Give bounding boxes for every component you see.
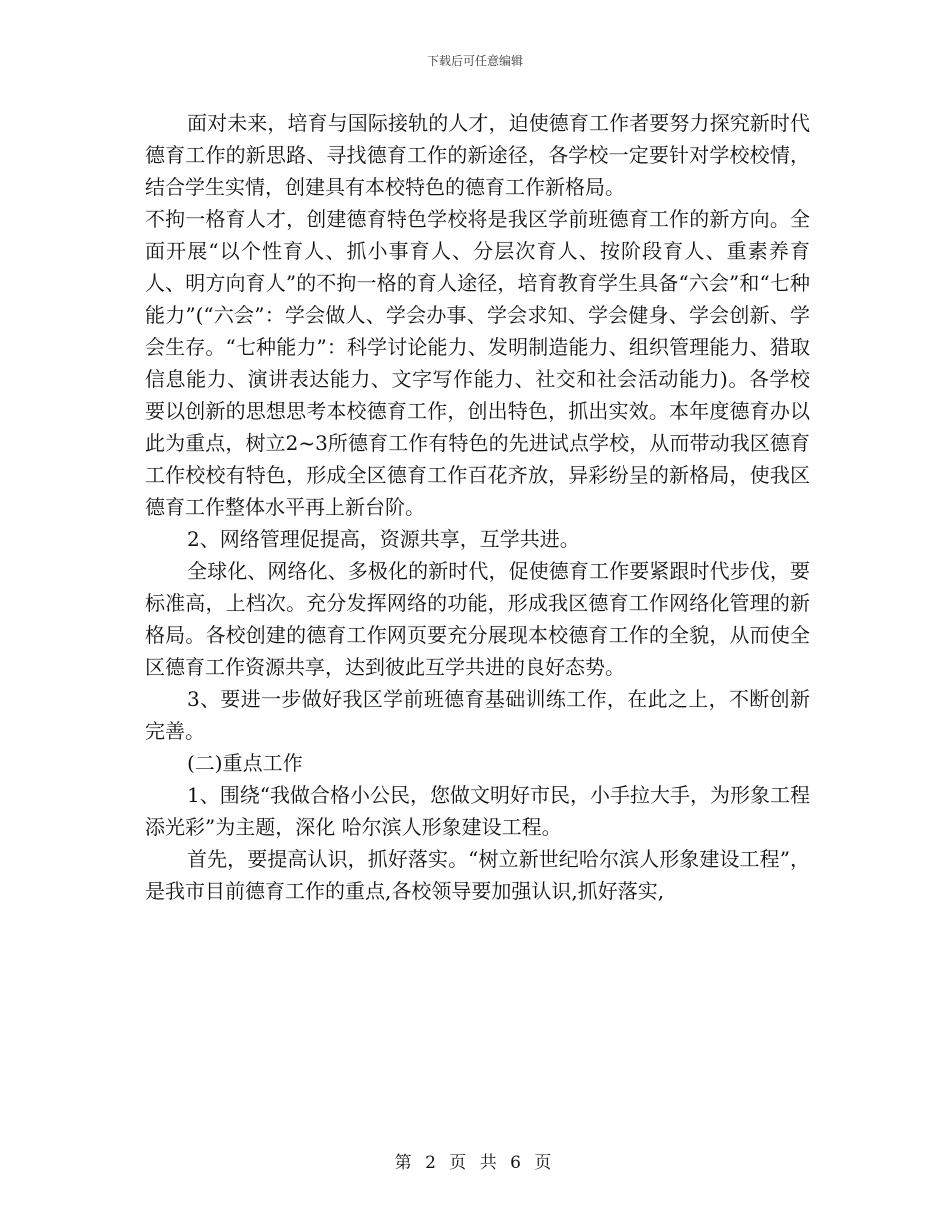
paragraph-7: 1、围绕“我做合格小公民，您做文明好市民，小手拉大手，为形象工程添光彩”为主题，深化 哈尔滨人形象建设工程。 [145,783,810,839]
page-header-note: 下载后可任意编辑 [426,54,523,68]
section-heading-key-work: (二)重点工作 [187,751,303,775]
paragraph-1: 面对未来，培育与国际接轨的人才，迫使德育工作者要努力探究新时代德育工作的新思路、寻找德育工作的新途径，各学校一定要针对学校校情，结合学生实情，创建具有本校特色的德育工作新格局。 [145,111,810,199]
paragraph-3: 2、网络管理促提高，资源共享，互学共进。 [187,527,580,551]
paragraph-2: 不拘一格育人才，创建德育特色学校将是我区学前班德育工作的新方向。全面开展“以个性育人、抓小事育人、分层次育人、按阶段育人、重素养育人、明方向育人”的不拘一格的育人途径，培育教育学生具备“六会”和“七种能力”(“六会”：学会做人、学会办事、学会求知、学会健身、学会创新、学会生存。“七种能力”：科学讨论能力、发明制造能力、组织管理能力、猎取信息能力、演讲表达能力、文字写作能力、社交和社会活动能力)。各学校要以创新的思想思考本校德育工作，创出特色，抓出实效。本年度德育办以此为重点，树立2~3所德育工作有特色的先进试点学校，从而带动我区德育工作校校有特色，形成全区德育工作百花齐放，异彩纷呈的新格局，使我区德育工作整体水平再上新台阶。 [145,207,810,519]
page-number: 第 2 页 共 6 页 [394,1153,556,1173]
document-body [145,107,810,907]
paragraph-4: 全球化、网络化、多极化的新时代，促使德育工作要紧跟时代步伐，要标准高，上档次。充分发挥网络的功能，形成我区德育工作网络化管理的新格局。各校创建的德育工作网页要充分展现本校德育工作的全貌，从而使全区德育工作资源共享，达到彼此互学共进的良好态势。 [145,559,810,679]
paragraph-8: 首先，要提高认识，抓好落实。“树立新世纪哈尔滨人形象建设工程”，是我市目前德育工作的重点,各校领导要加强认识,抓好落实, [145,847,810,903]
paragraph-5: 3、要进一步做好我区学前班德育基础训练工作，在此之上，不断创新完善。 [145,687,810,743]
